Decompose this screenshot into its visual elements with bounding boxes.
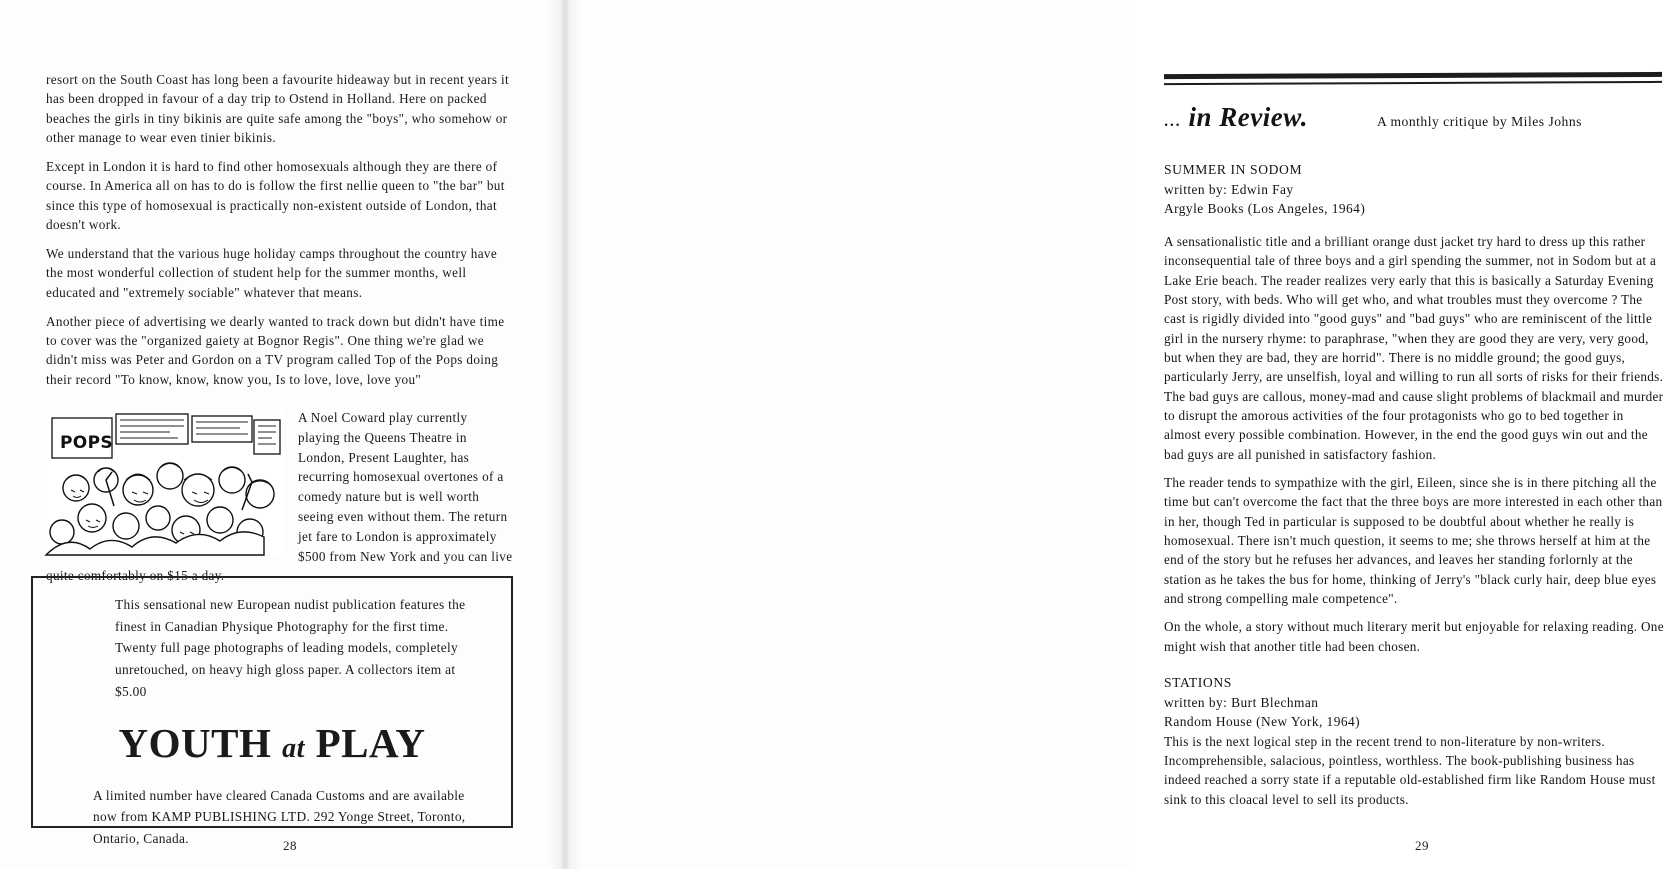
advert-title-part1: YOUTH [118, 719, 272, 766]
right-page-body-text [1164, 160, 1664, 818]
paragraph: resort on the South Coast has long been a favourite hideaway but in recent years it has been dropped in favour of a day trip to Ostend in Holland. Here on packed beaches the girls in tiny bikinis are quite safe among the "boys", who somehow or other manage to wear even tinier bikinis. [46, 72, 510, 145]
right-page [570, 0, 1664, 869]
review-title: SUMMER IN SODOM [1164, 162, 1303, 177]
advert-title-part2: PLAY [315, 719, 426, 766]
review-summer-in-sodom [1164, 160, 1664, 656]
advert-top-copy: This sensational new European nudist publication features the finest in Canadian Physique Photography for the first time. Twenty full page photographs of leading models, completely unretouched, on heavy high gloss paper. A collectors item at $5.00 [115, 597, 466, 699]
left-page-body-text [46, 70, 513, 399]
paragraph: Except in London it is hard to find other homosexuals although they are there of course. In America all on has to do is follow the first nellie queen to "the bar" but since this type of homosexual is practically non-existent outside of London, that doesn't work. [46, 159, 505, 232]
review-author-line: written by: Edwin Fay [1164, 181, 1294, 197]
left-page [0, 0, 560, 869]
illustration-with-caption-block [46, 408, 513, 586]
advert-title-connector: at [282, 732, 305, 764]
paragraph: We understand that the various huge holiday camps throughout the country have the most wonderful collection of student help for the summer months, well educated and "extremely sociable" whatever that means. [46, 246, 498, 300]
review-stations [1164, 673, 1664, 809]
illustration-caption-text: A Noel Coward play currently playing the Queens Theatre in London, Present Laughter, has recurring homosexual overtones of a comedy nature but is well worth seeing even without them. The return jet fare to London is approximately $500 from New York and you can live quite comfortably on $15 a day. [46, 410, 513, 584]
masthead-title-text: in Review. [1188, 102, 1308, 132]
masthead-title [1164, 102, 1308, 133]
masthead-byline: A monthly critique by Miles Johns [1377, 114, 1582, 129]
rule-thin [1164, 81, 1662, 85]
advert-bottom-copy: A limited number have cleared Canada Customs and are available now from KAMP PUBLISHING LTD. 292 Yonge Street, Toronto, Ontario, Canada. [93, 787, 466, 846]
pop-group-crowd-illustration [46, 410, 284, 555]
review-title: STATIONS [1164, 674, 1232, 690]
page-number-right: 29 [1415, 838, 1429, 853]
paragraph: Another piece of advertising we dearly wanted to track down but didn't have time to cover was the "organized gaiety at Bognor Regis". One thing we're glad we didn't miss was Peter and Gordon on a TV program called Top of the Pops doing their record "To know, know, know you, Is to love, love, love you" [46, 313, 505, 387]
paragraph: On the whole, a story without much literary merit but enjoyable for relaxing reading. One might wish that another title had been chosen. [1164, 619, 1664, 654]
masthead-rules [1164, 73, 1662, 84]
review-publisher-line: Argyle Books (Los Angeles, 1964) [1164, 201, 1366, 217]
column-masthead [1164, 100, 1664, 146]
advert-title [55, 719, 489, 767]
paragraph: A sensationalistic title and a brilliant orange dust jacket try hard to dress up this rather inconsequential tale of three boys and a girl spending the summer, not in Sodom but at a Lake Erie beach. The reader realizes very early that this is basically a Saturday Evening Post story, with beds. Who will get who, and what troubles must they overcome ? The cast is rigidly divided into "good guys" and "bad guys" who are reminiscent of the little girl in the nursery rhyme: to paraphrase, "when they are good they are very, very good, but when they are bad, they are horrid". There is no middle ground; the good guys, particularly Jerry, are unselfish, loyal and willing to run all sorts of risks for their friends. The bad guys are callous, money-mad and cause slight problems of blackmail and murder to disrupt the amorous activities of the four protagonists who go to bed together in almost every possible combination. However, in the end the good guys win out and the bad guys are all punished in satisfactory fashion. [1164, 233, 1664, 462]
paragraph: The reader tends to sympathize with the girl, Eileen, since she is in there pitching all the time but can't overcome the fact that the three boys are more interested in each other than in her, though Ted in particular is supposed to be doubtful about whether he really is homosexual. There isn't much question, it seems to me; she throws herself at him at the end of the story but he refuses her advances, and leaves her standing forlornly at the station as he takes the bus for home, thinking of Jerry's "black curly hair, deep blue eyes and strong compelling male competence". [1164, 474, 1663, 606]
page-number-left: 28 [283, 838, 297, 853]
review-author-line: written by: Burt Blechman [1164, 694, 1319, 710]
svg-text:POPS: POPS [60, 433, 114, 453]
masthead-leading-dots: ... [1164, 107, 1182, 131]
paragraph: This is the next logical step in the recent trend to non-literature by non-writers. Incomprehensible, salacious, pointless, worthless. The book-publishing business has indeed reached a sorry state if a reputable old-established firm like Random House must sink to this cloacal level to sell its products. [1164, 733, 1656, 807]
rule-thick [1164, 72, 1662, 79]
review-publisher-line: Random House (New York, 1964) [1164, 714, 1361, 730]
